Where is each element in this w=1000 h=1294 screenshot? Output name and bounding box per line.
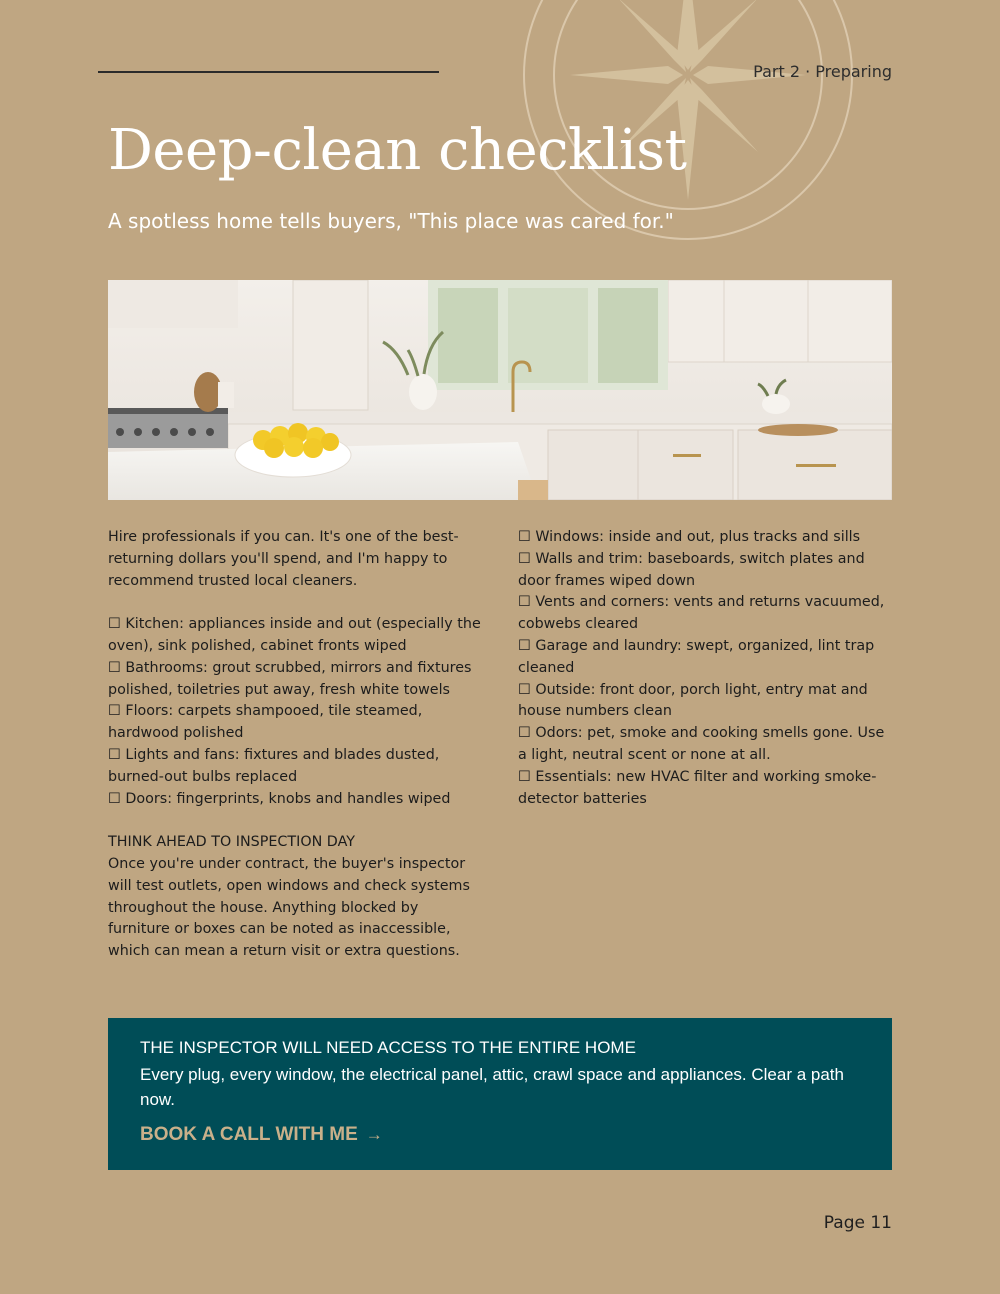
inspection-heading: THINK AHEAD TO INSPECTION DAY [108, 834, 355, 851]
header-rule [98, 71, 439, 73]
checklist-item: ☐ Bathrooms: grout scrubbed, mirrors and fixtures polished, toiletries put away, fresh white towels [108, 659, 472, 698]
page-title: Deep-clean checklist [108, 118, 687, 183]
page-subtitle: A spotless home tells buyers, "This place was cared for." [108, 209, 674, 233]
intro-paragraph: Hire professionals if you can. It's one of the best-returning dollars you'll spend, and I'm happy to recommend trusted local cleaners. [108, 529, 459, 589]
checklist-item: ☐ Floors: carpets shampooed, tile steamed, hardwood polished [108, 703, 423, 742]
checklist-item: ☐ Kitchen: appliances inside and out (especially the oven), sink polished, cabinet fronts wiped [108, 616, 481, 654]
section-label: Part 2 · Preparing [753, 62, 892, 81]
checklist-item: ☐ Doors: fingerprints, knobs and handles wiped [108, 790, 451, 807]
checklist-item: ☐ Outside: front door, porch light, entry mat and house numbers clean [518, 681, 868, 720]
checklist-item: ☐ Essentials: new HVAC filter and working smoke-detector batteries [518, 768, 877, 807]
arrow-right-icon: → [365, 1125, 383, 1144]
page-number: Page 11 [823, 1213, 892, 1233]
right-column [518, 527, 893, 810]
book-call-link[interactable] [140, 1124, 383, 1146]
inspector-callout [108, 1018, 892, 1170]
checklist-item: ☐ Windows: inside and out, plus tracks and sills [518, 529, 861, 545]
checklist-item: ☐ Walls and trim: baseboards, switch plates and door frames wiped down [518, 550, 865, 589]
checklist-item: ☐ Vents and corners: vents and returns vacuumed, cobwebs cleared [518, 594, 885, 633]
checklist-item: ☐ Lights and fans: fixtures and blades dusted, burned-out bulbs replaced [108, 746, 440, 785]
checklist-item: ☐ Garage and laundry: swept, organized, lint trap cleaned [518, 637, 875, 676]
left-column [108, 527, 483, 963]
callout-text: Every plug, every window, the electrical panel, attic, crawl space and appliances. Clear a path now. [140, 1065, 844, 1109]
callout-title: THE INSPECTOR WILL NEED ACCESS TO THE ENTIRE HOME [140, 1038, 636, 1057]
book-call-label: BOOK A CALL WITH ME [140, 1124, 358, 1145]
kitchen-photo [108, 280, 892, 500]
checklist-item: ☐ Odors: pet, smoke and cooking smells gone. Use a light, neutral scent or none at all. [518, 725, 885, 763]
inspection-paragraph: Once you're under contract, the buyer's inspector will test outlets, open windows and check systems throughout the house. Anything blocked by furniture or boxes can be noted as inaccessible, which can mean a return visit or extra questions. [108, 855, 470, 960]
